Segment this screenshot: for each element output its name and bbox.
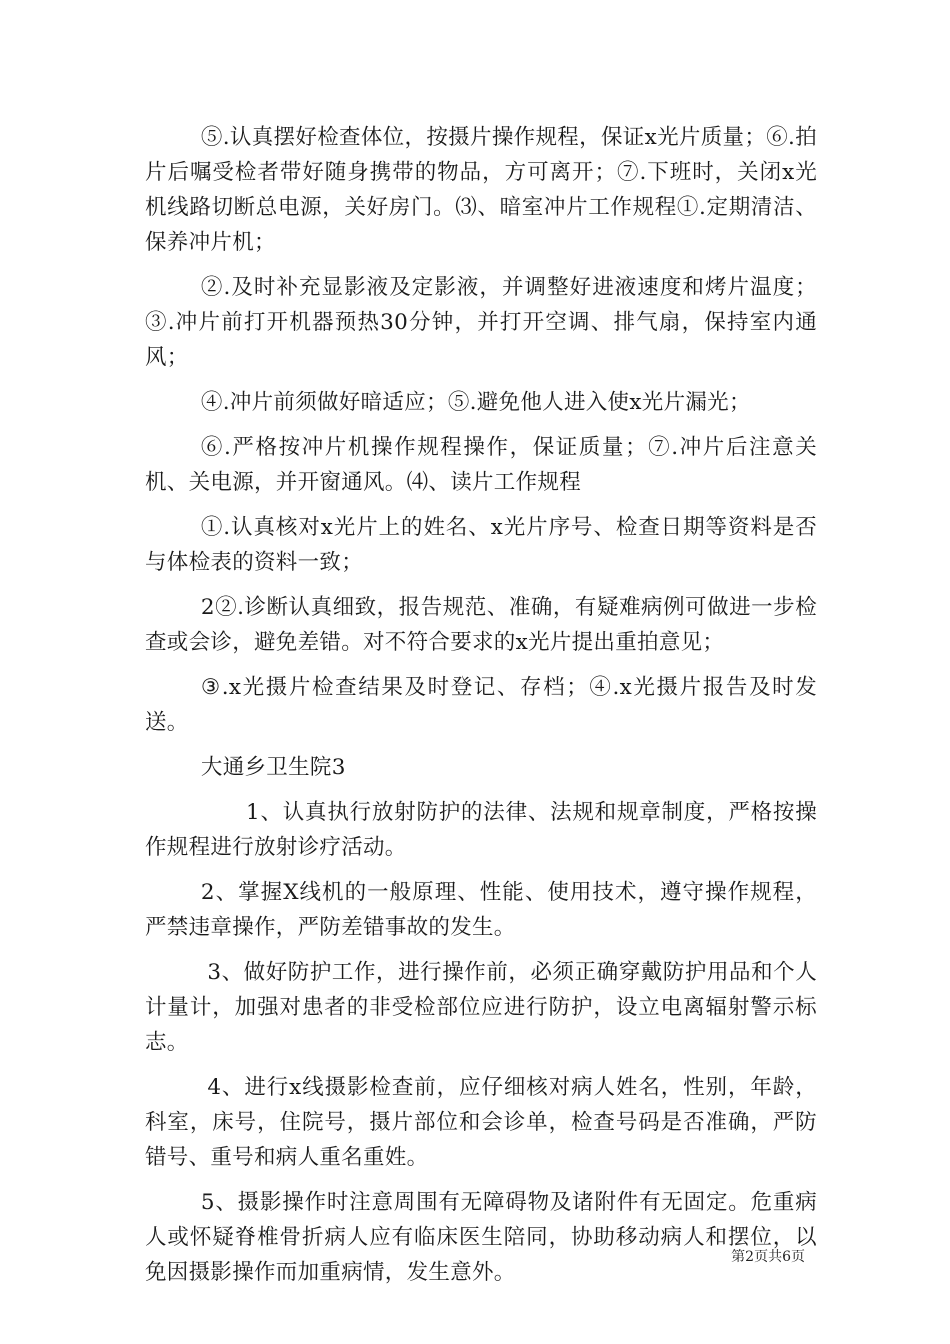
paragraph-10: 2、掌握X线机的一般原理、性能、使用技术，遵守操作规程，严禁违章操作，严防差错事故的发生。 (145, 880, 817, 940)
section-heading: 大通乡卫生院3 (200, 755, 346, 780)
paragraph-11: 3、做好防护工作，进行操作前，必须正确穿戴防护用品和个人计量计，加强对患者的非受检部位应进行防护，设立电离辐射警示标志。 (145, 960, 817, 1055)
paragraph-9: 1、认真执行放射防护的法律、法规和规章制度，严格按操作规程进行放射诊疗活动。 (145, 800, 817, 860)
page-number-footer: 第2页共6页 (731, 1249, 805, 1265)
paragraph-2: ②.及时补充显影液及定影液，并调整好进液速度和烤片温度；③.冲片前打开机器预热30分钟，并打开空调、排气扇，保持室内通风； (145, 275, 817, 370)
paragraph-13: 5、摄影操作时注意周围有无障碍物及诸附件有无固定。危重病人或怀疑脊椎骨折病人应有临床医生陪同，协助移动病人和摆位，以免因摄影操作而加重病情，发生意外。 (145, 1190, 817, 1285)
document-body (145, 120, 817, 1300)
paragraph-5: ①.认真核对x光片上的姓名、x光片序号、检查日期等资料是否与体检表的资料一致； (145, 515, 817, 575)
paragraph-6: 2②.诊断认真细致，报告规范、准确，有疑难病例可做进一步检查或会诊，避免差错。对不符合要求的x光片提出重拍意见； (145, 595, 817, 655)
paragraph-3: ④.冲片前须做好暗适应；⑤.避免他人进入使x光片漏光； (200, 390, 751, 415)
paragraph-4: ⑥.严格按冲片机操作规程操作，保证质量；⑦.冲片后注意关机、关电源，并开窗通风。⑷、读片工作规程 (145, 435, 817, 495)
paragraph-7: ③.x光摄片检查结果及时登记、存档；④.x光摄片报告及时发送。 (145, 675, 817, 735)
paragraph-1: ⑤.认真摆好检查体位，按摄片操作规程，保证x光片质量；⑥.拍片后嘱受检者带好随身携带的物品，方可离开；⑦.下班时，关闭x光机线路切断总电源，关好房门。⑶、暗室冲片工作规程①.定期清洁、保养冲片机； (145, 125, 817, 255)
paragraph-12: 4、进行x线摄影检查前，应仔细核对病人姓名，性别，年龄，科室，床号，住院号，摄片部位和会诊单，检查号码是否准确，严防错号、重号和病人重名重姓。 (145, 1075, 817, 1170)
